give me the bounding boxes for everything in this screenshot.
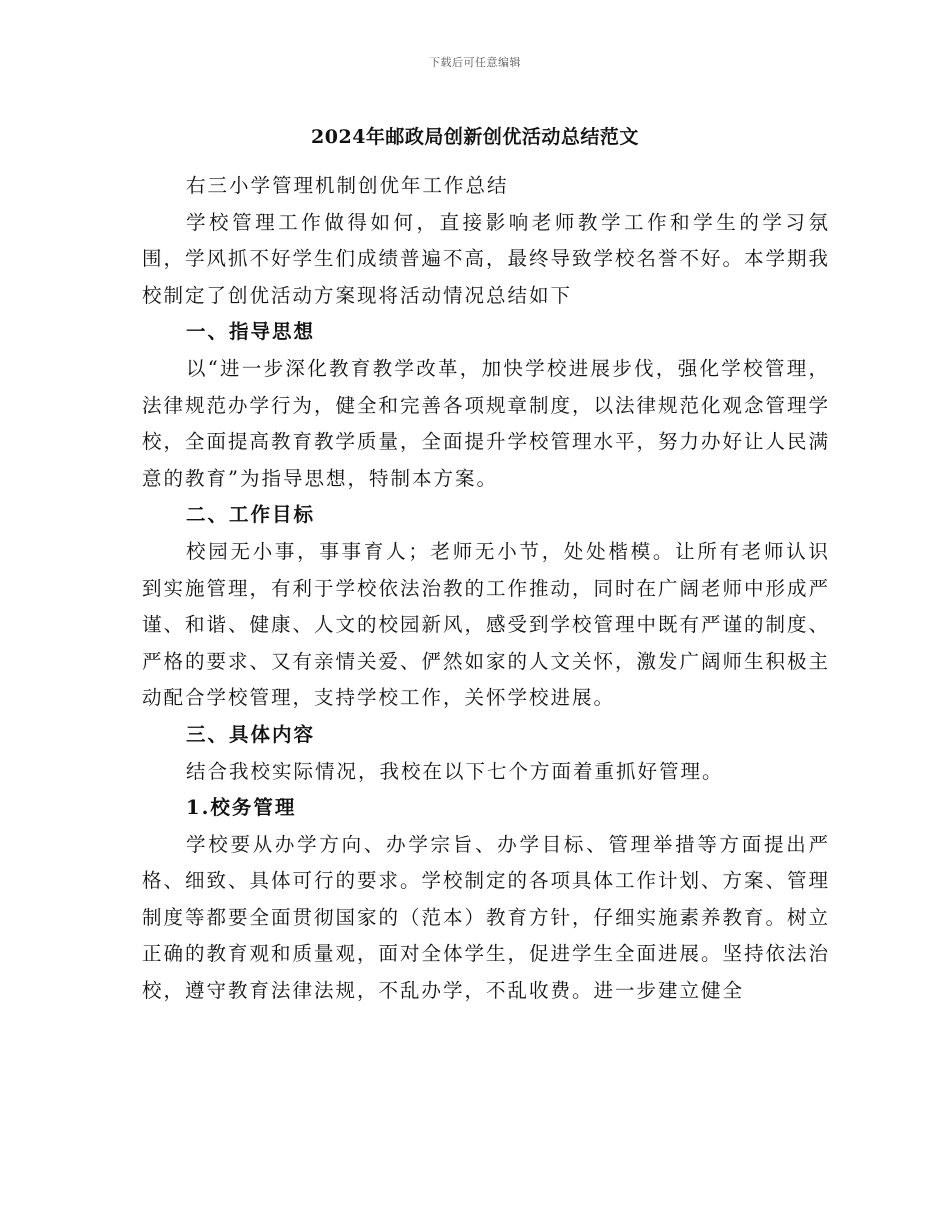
section-paragraph-guiding-ideology: 以“进一步深化教育教学改革，加快学校进展步伐，强化学校管理，法律规范办学行为，健全和完善各项规章制度，以法律规范化观念管理学校，全面提高教育教学质量，全面提升学校管理水平，努力办好让人民满意的教育”为指导思想，特制本方案。: [142, 356, 831, 490]
subsection-heading-school-affairs: 1.校务管理: [186, 796, 297, 820]
section-heading-work-goals: 二、工作目标: [186, 503, 316, 527]
subsection-paragraph-school-affairs: 学校要从办学方向、办学宗旨、办学目标、管理举措等方面提出严格、细致、具体可行的要求。学校制定的各项具体工作计划、方案、管理制度等都要全面贯彻国家的（范本）教育方针，仔细实施素养教育。树立正确的教育观和质量观，面对全体学生，促进学生全面进展。坚持依法治校，遵守教育法律法规，不乱办学，不乱收费。进一步建立健全: [142, 832, 831, 1003]
document-title: 2024年邮政局创新创优活动总结范文: [311, 126, 639, 148]
subtitle: 右三小学管理机制创优年工作总结: [186, 174, 509, 197]
document-body: [142, 168, 830, 1010]
section-heading-specific-content: 三、具体内容: [186, 722, 316, 746]
section-heading-guiding-ideology: 一、指导思想: [186, 320, 316, 344]
header-note: 下载后可任意编辑: [429, 56, 521, 69]
section-paragraph-work-goals: 校园无小事，事事育人；老师无小节，处处楷模。让所有老师认识到实施管理，有利于学校依法治教的工作推动，同时在广阔老师中形成严谨、和谐、健康、人文的校园新风，感受到学校管理中既有严谨的制度、严格的要求、又有亲情关爱、俨然如家的人文关怀，激发广阔师生积极主动配合学校管理，支持学校工作，关怀学校进展。: [142, 539, 831, 710]
section-paragraph-specific-content: 结合我校实际情况，我校在以下七个方面着重抓好管理。: [186, 759, 724, 783]
intro-paragraph: 学校管理工作做得如何，直接影响老师教学工作和学生的学习氛围，学风抓不好学生们成绩普遍不高，最终导致学校名誉不好。本学期我校制定了创优活动方案现将活动情况总结如下: [142, 210, 831, 307]
